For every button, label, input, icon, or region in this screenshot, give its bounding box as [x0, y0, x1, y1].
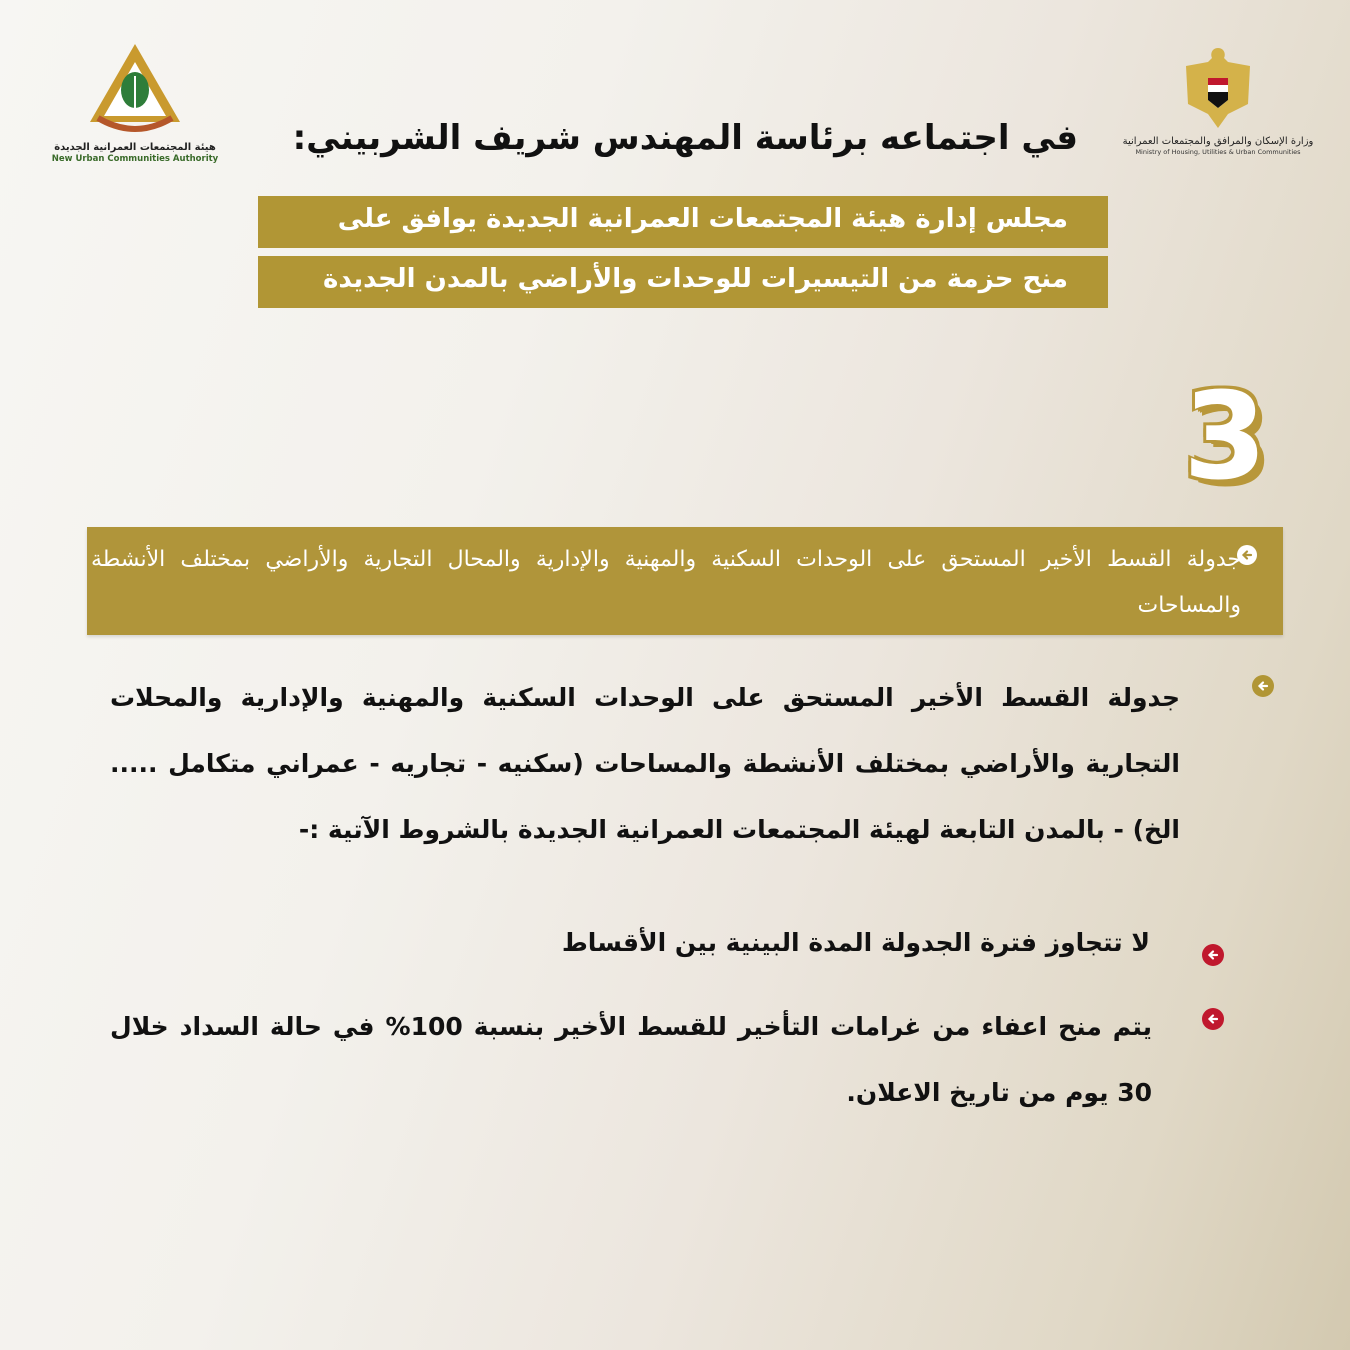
page-title: في اجتماعه برئاسة المهندس شريف الشربيني:	[292, 118, 1078, 158]
headline-band-2: منح حزمة من التيسيرات للوحدات والأراضي بالمدن الجديدة	[258, 256, 1108, 308]
nuca-english-name: New Urban Communities Authority	[51, 154, 219, 164]
ministry-english-name: Ministry of Housing, Utilities & Urban Communities	[1135, 148, 1301, 156]
arrow-left-circle-icon	[1202, 944, 1224, 966]
nuca-arabic-name: هيئة المجتمعات العمرانية الجديدة	[54, 142, 216, 153]
nuca-logo	[50, 40, 220, 200]
nuca-emblem-icon	[80, 40, 190, 140]
main-paragraph: جدولة القسط الأخير المستحق على الوحدات السكنية والمهنية والإدارية والمحلات التجارية والأراضي بمختلف الأنشطة والمساحات (سكنيه - تجاريه - عمراني متكامل ..... الخ) - بالمدن التابعة لهيئة المجتمعات العمرانية الجديدة بالشروط الآتية :-	[110, 683, 1180, 844]
arrow-left-circle-icon	[1202, 1008, 1224, 1030]
ministry-arabic-name: وزارة الإسكان والمرافق والمجتمعات العمرانية	[1122, 136, 1314, 147]
item-number	[1170, 368, 1280, 507]
condition-item: يتم منح اعفاء من غرامات التأخير للقسط الأخير بنسبة 100% في حالة السداد خلال 30 يوم من تاريخ الاعلان.	[110, 1012, 1153, 1107]
item-number-value: 3	[1183, 368, 1267, 507]
condition-item: لا تتجاوز فترة الجدولة المدة البينية بين الأقساط	[561, 928, 1150, 957]
ministry-logo	[1120, 44, 1316, 184]
arrow-left-circle-icon	[1252, 675, 1274, 697]
section-heading: جدولة القسط الأخير المستحق على الوحدات السكنية والمهنية والإدارية والمحال التجارية والأراضي بمختلف الأنشطة والمساحات	[91, 547, 1241, 618]
eagle-emblem-icon	[1178, 44, 1258, 134]
section-heading-band	[87, 527, 1283, 635]
headline-band-1: مجلس إدارة هيئة المجتمعات العمرانية الجديدة يوافق على	[258, 196, 1108, 248]
